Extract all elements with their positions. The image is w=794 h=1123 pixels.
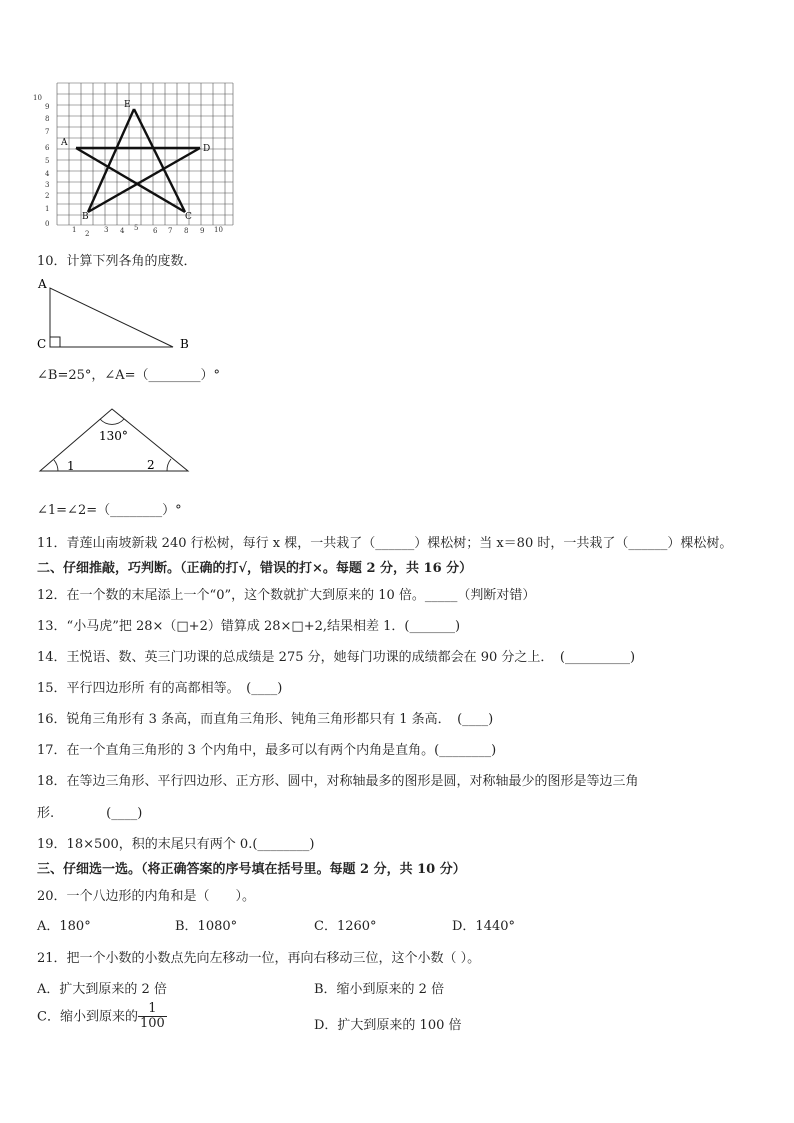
triangle-label-b: B — [180, 337, 189, 351]
obtuse-triangle-figure — [36, 404, 196, 476]
fraction-numerator: 1 — [148, 1001, 157, 1016]
y-tick: 2 — [45, 192, 50, 200]
q10-line1: ∠B=25°，∠A=（________）° — [37, 368, 221, 383]
q21-option-c-text: C．缩小到原来的 — [37, 1009, 138, 1025]
y-axis-ticks — [33, 94, 50, 228]
right-triangle-figure — [30, 274, 210, 356]
point-label-d: D — [203, 144, 211, 154]
angle-label-2: 2 — [147, 458, 155, 472]
x-tick: 7 — [168, 227, 173, 235]
fraction-one-hundredth — [138, 1002, 167, 1032]
q13: 13．“小马虎”把 28×（□+2）错算成 28×□+2,结果相差 1．(_______) — [37, 619, 461, 634]
x-tick: 9 — [200, 227, 205, 235]
q20-option-d: D．1440° — [452, 919, 516, 934]
y-tick: 10 — [33, 94, 42, 102]
q17: 17．在一个直角三角形的 3 个内角中，最多可以有两个内角是直角。(________) — [37, 743, 497, 758]
q21-option-d: D．扩大到原来的 100 倍 — [314, 1018, 462, 1033]
y-tick: 1 — [45, 205, 50, 213]
q20-option-a: A．180° — [37, 919, 91, 934]
q19: 19．18×500，积的末尾只有两个 0.(________) — [37, 837, 315, 852]
y-tick: 0 — [45, 220, 50, 228]
section3-heading: 三、仔细选一选。（将正确答案的序号填在括号里。每题 2 分，共 10 分） — [37, 862, 466, 877]
q14: 14．王悦语、数、英三门功课的总成绩是 275 分，她每门功课的成绩都会在 90 分之上． (__________) — [37, 650, 636, 665]
angle-label-130: 130° — [99, 429, 128, 443]
x-tick: 4 — [120, 227, 125, 235]
q18-line2: 形. (____) — [37, 806, 143, 821]
point-label-c: C — [185, 212, 192, 222]
q21-option-a: A．扩大到原来的 2 倍 — [37, 982, 167, 997]
x-tick: 10 — [214, 226, 223, 234]
fraction-denominator: 100 — [139, 1016, 165, 1032]
y-tick: 9 — [45, 103, 50, 111]
point-label-e: E — [124, 100, 131, 110]
triangle-label-a: A — [38, 277, 47, 291]
x-tick: 2 — [85, 230, 90, 238]
section2-heading: 二、仔细推敲，巧判断。（正确的打√，错误的打×。每题 2 分，共 16 分） — [37, 561, 473, 576]
x-axis-ticks — [72, 224, 223, 238]
grid-lines — [57, 83, 233, 225]
q21-option-b: B．缩小到原来的 2 倍 — [314, 982, 445, 997]
q21-stem: 21．把一个小数的小数点先向左移动一位，再向右移动三位，这个小数（ ）。 — [37, 951, 481, 966]
x-tick: 1 — [72, 226, 77, 234]
q20-option-c: C．1260° — [314, 919, 377, 934]
y-tick: 4 — [45, 170, 50, 178]
q10-title: 10．计算下列各角的度数． — [37, 254, 197, 269]
x-tick: 6 — [153, 227, 158, 235]
angle-label-1: 1 — [67, 459, 75, 473]
y-tick: 5 — [45, 157, 50, 165]
q12: 12．在一个数的末尾添上一个“0”，这个数就扩大到原来的 10 倍。_____（判断对错） — [37, 588, 536, 603]
q15: 15．平行四边形所 有的高都相等。 (____) — [37, 681, 283, 696]
q21-option-c — [37, 1002, 167, 1032]
x-tick: 3 — [104, 226, 109, 234]
q18-line1: 18．在等边三角形、平行四边形、正方形、圆中，对称轴最多的图形是圆，对称轴最少的图形是等边三角 — [37, 774, 639, 789]
y-tick: 7 — [45, 128, 50, 136]
y-tick: 6 — [45, 144, 50, 152]
x-tick: 5 — [134, 224, 139, 232]
x-tick: 8 — [184, 227, 189, 235]
point-label-a: A — [61, 138, 68, 148]
q10-line2: ∠1=∠2=（________）° — [37, 503, 182, 518]
triangle-label-c: C — [37, 337, 47, 351]
star-lines — [76, 109, 200, 212]
y-tick: 3 — [45, 181, 50, 189]
star-grid-figure — [30, 80, 245, 240]
q16: 16．锐角三角形有 3 条高，而直角三角形、钝角三角形都只有 1 条高． (____) — [37, 712, 494, 727]
point-label-b: B — [82, 212, 89, 222]
q11: 11．青莲山南坡新栽 240 行松树，每行 x 棵，一共栽了（______）棵松树；当 x＝80 时，一共栽了（______）棵松树。 — [37, 536, 733, 551]
y-tick: 8 — [45, 115, 50, 123]
q20-option-b: B．1080° — [175, 919, 238, 934]
q20-stem: 20．一个八边形的内角和是（ ）。 — [37, 889, 256, 904]
